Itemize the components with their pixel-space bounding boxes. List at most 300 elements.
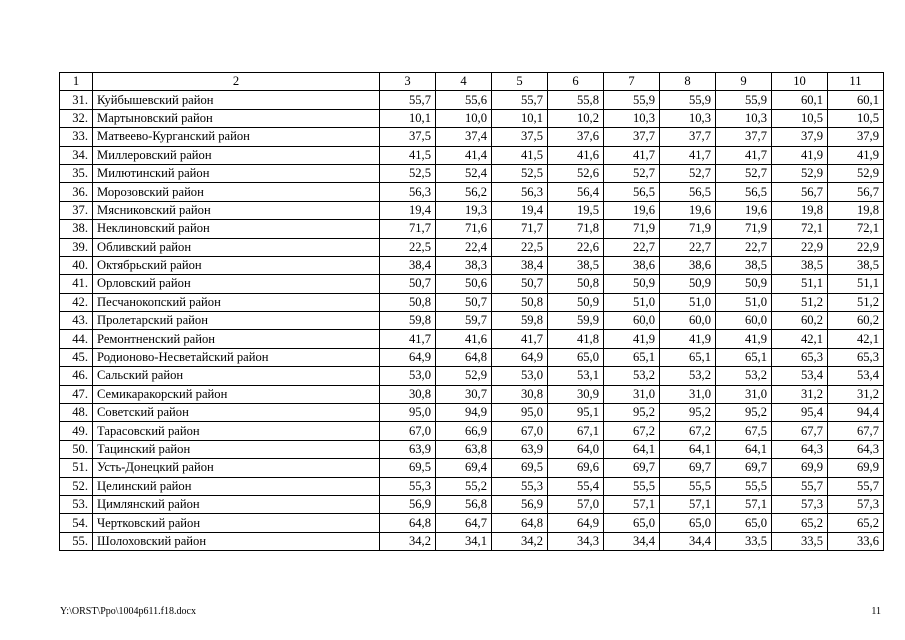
value-cell: 19,6 xyxy=(716,201,772,219)
value-cell: 52,7 xyxy=(660,164,716,182)
value-cell: 53,2 xyxy=(660,367,716,385)
value-cell: 53,2 xyxy=(604,367,660,385)
value-cell: 60,1 xyxy=(828,91,884,109)
value-cell: 22,4 xyxy=(436,238,492,256)
value-cell: 53,1 xyxy=(548,367,604,385)
value-cell: 56,9 xyxy=(380,495,436,513)
value-cell: 52,7 xyxy=(604,164,660,182)
value-cell: 71,9 xyxy=(660,220,716,238)
value-cell: 41,7 xyxy=(660,146,716,164)
value-cell: 41,5 xyxy=(380,146,436,164)
value-cell: 41,6 xyxy=(436,330,492,348)
value-cell: 37,5 xyxy=(492,128,548,146)
value-cell: 51,0 xyxy=(660,293,716,311)
value-cell: 10,2 xyxy=(548,109,604,127)
value-cell: 19,6 xyxy=(604,201,660,219)
value-cell: 64,0 xyxy=(548,440,604,458)
value-cell: 10,3 xyxy=(716,109,772,127)
table-row xyxy=(60,109,884,127)
value-cell: 71,9 xyxy=(604,220,660,238)
row-number: 41. xyxy=(60,275,93,293)
value-cell: 50,7 xyxy=(380,275,436,293)
table-row xyxy=(60,201,884,219)
value-cell: 50,9 xyxy=(716,275,772,293)
value-cell: 38,4 xyxy=(380,256,436,274)
value-cell: 60,0 xyxy=(660,312,716,330)
value-cell: 51,1 xyxy=(772,275,828,293)
value-cell: 53,0 xyxy=(380,367,436,385)
value-cell: 69,5 xyxy=(380,459,436,477)
value-cell: 56,9 xyxy=(492,495,548,513)
value-cell: 41,9 xyxy=(716,330,772,348)
value-cell: 41,7 xyxy=(716,146,772,164)
value-cell: 19,8 xyxy=(828,201,884,219)
value-cell: 65,0 xyxy=(716,514,772,532)
row-number: 40. xyxy=(60,256,93,274)
value-cell: 37,9 xyxy=(772,128,828,146)
row-number: 48. xyxy=(60,404,93,422)
value-cell: 22,6 xyxy=(548,238,604,256)
value-cell: 55,7 xyxy=(828,477,884,495)
value-cell: 50,7 xyxy=(436,293,492,311)
value-cell: 37,9 xyxy=(828,128,884,146)
value-cell: 42,1 xyxy=(772,330,828,348)
value-cell: 64,1 xyxy=(660,440,716,458)
value-cell: 69,9 xyxy=(772,459,828,477)
row-number: 37. xyxy=(60,201,93,219)
value-cell: 60,2 xyxy=(828,312,884,330)
district-name: Целинский район xyxy=(93,477,380,495)
value-cell: 55,5 xyxy=(660,477,716,495)
column-header: 9 xyxy=(716,73,772,91)
value-cell: 55,7 xyxy=(772,477,828,495)
value-cell: 71,7 xyxy=(380,220,436,238)
value-cell: 71,6 xyxy=(436,220,492,238)
value-cell: 53,0 xyxy=(492,367,548,385)
value-cell: 55,9 xyxy=(660,91,716,109)
value-cell: 34,1 xyxy=(436,532,492,550)
value-cell: 57,1 xyxy=(660,495,716,513)
value-cell: 52,4 xyxy=(436,164,492,182)
value-cell: 41,7 xyxy=(380,330,436,348)
value-cell: 52,5 xyxy=(380,164,436,182)
district-name: Тарасовский район xyxy=(93,422,380,440)
value-cell: 34,3 xyxy=(548,532,604,550)
column-header: 10 xyxy=(772,73,828,91)
value-cell: 65,0 xyxy=(660,514,716,532)
value-cell: 55,5 xyxy=(716,477,772,495)
value-cell: 56,2 xyxy=(436,183,492,201)
value-cell: 33,5 xyxy=(716,532,772,550)
value-cell: 19,8 xyxy=(772,201,828,219)
value-cell: 71,7 xyxy=(492,220,548,238)
value-cell: 55,4 xyxy=(548,477,604,495)
value-cell: 34,2 xyxy=(380,532,436,550)
value-cell: 30,8 xyxy=(492,385,548,403)
value-cell: 10,5 xyxy=(828,109,884,127)
row-number: 44. xyxy=(60,330,93,348)
column-header: 1 xyxy=(60,73,93,91)
value-cell: 37,7 xyxy=(716,128,772,146)
value-cell: 41,4 xyxy=(436,146,492,164)
value-cell: 41,7 xyxy=(604,146,660,164)
value-cell: 56,4 xyxy=(548,183,604,201)
district-name: Шолоховский район xyxy=(93,532,380,550)
value-cell: 38,5 xyxy=(716,256,772,274)
value-cell: 10,0 xyxy=(436,109,492,127)
value-cell: 31,0 xyxy=(716,385,772,403)
footer-file-path: Y:\ORST\Ppo\1004p611.f18.docx xyxy=(60,606,196,617)
value-cell: 55,9 xyxy=(604,91,660,109)
value-cell: 31,2 xyxy=(828,385,884,403)
value-cell: 67,0 xyxy=(492,422,548,440)
value-cell: 41,8 xyxy=(548,330,604,348)
table-row xyxy=(60,440,884,458)
value-cell: 19,3 xyxy=(436,201,492,219)
value-cell: 64,8 xyxy=(380,514,436,532)
value-cell: 53,4 xyxy=(828,367,884,385)
value-cell: 59,8 xyxy=(380,312,436,330)
value-cell: 72,1 xyxy=(772,220,828,238)
footer-page-number: 11 xyxy=(871,606,881,617)
value-cell: 65,0 xyxy=(548,348,604,366)
value-cell: 37,7 xyxy=(660,128,716,146)
row-number: 33. xyxy=(60,128,93,146)
column-header: 2 xyxy=(93,73,380,91)
value-cell: 50,8 xyxy=(380,293,436,311)
value-cell: 57,3 xyxy=(772,495,828,513)
value-cell: 67,2 xyxy=(604,422,660,440)
value-cell: 64,3 xyxy=(828,440,884,458)
value-cell: 38,5 xyxy=(548,256,604,274)
row-number: 46. xyxy=(60,367,93,385)
value-cell: 50,7 xyxy=(492,275,548,293)
table-row xyxy=(60,238,884,256)
value-cell: 53,2 xyxy=(716,367,772,385)
value-cell: 50,6 xyxy=(436,275,492,293)
row-number: 35. xyxy=(60,164,93,182)
value-cell: 60,2 xyxy=(772,312,828,330)
value-cell: 63,8 xyxy=(436,440,492,458)
value-cell: 38,5 xyxy=(772,256,828,274)
district-name: Обливский район xyxy=(93,238,380,256)
value-cell: 41,6 xyxy=(548,146,604,164)
value-cell: 19,4 xyxy=(492,201,548,219)
value-cell: 69,7 xyxy=(604,459,660,477)
value-cell: 64,9 xyxy=(492,348,548,366)
row-number: 52. xyxy=(60,477,93,495)
value-cell: 53,4 xyxy=(772,367,828,385)
district-name: Родионово-Несветайский район xyxy=(93,348,380,366)
value-cell: 55,3 xyxy=(492,477,548,495)
value-cell: 64,9 xyxy=(380,348,436,366)
value-cell: 57,1 xyxy=(604,495,660,513)
value-cell: 60,1 xyxy=(772,91,828,109)
value-cell: 22,5 xyxy=(380,238,436,256)
value-cell: 56,5 xyxy=(660,183,716,201)
value-cell: 67,7 xyxy=(828,422,884,440)
value-cell: 51,2 xyxy=(828,293,884,311)
value-cell: 94,9 xyxy=(436,404,492,422)
value-cell: 50,9 xyxy=(604,275,660,293)
value-cell: 95,2 xyxy=(716,404,772,422)
row-number: 31. xyxy=(60,91,93,109)
value-cell: 56,3 xyxy=(492,183,548,201)
column-header: 4 xyxy=(436,73,492,91)
value-cell: 10,1 xyxy=(492,109,548,127)
value-cell: 50,9 xyxy=(660,275,716,293)
district-name: Милютинский район xyxy=(93,164,380,182)
value-cell: 65,2 xyxy=(828,514,884,532)
value-cell: 65,1 xyxy=(604,348,660,366)
table-row xyxy=(60,183,884,201)
row-number: 38. xyxy=(60,220,93,238)
table-row xyxy=(60,532,884,550)
row-number: 53. xyxy=(60,495,93,513)
value-cell: 63,9 xyxy=(380,440,436,458)
value-cell: 59,8 xyxy=(492,312,548,330)
row-number: 36. xyxy=(60,183,93,201)
value-cell: 56,7 xyxy=(772,183,828,201)
value-cell: 72,1 xyxy=(828,220,884,238)
value-cell: 55,6 xyxy=(436,91,492,109)
district-name: Матвеево-Курганский район xyxy=(93,128,380,146)
table-row xyxy=(60,477,884,495)
value-cell: 67,0 xyxy=(380,422,436,440)
value-cell: 10,3 xyxy=(660,109,716,127)
value-cell: 38,3 xyxy=(436,256,492,274)
value-cell: 10,5 xyxy=(772,109,828,127)
value-cell: 55,2 xyxy=(436,477,492,495)
value-cell: 95,2 xyxy=(660,404,716,422)
value-cell: 33,5 xyxy=(772,532,828,550)
row-number: 49. xyxy=(60,422,93,440)
district-name: Морозовский район xyxy=(93,183,380,201)
value-cell: 19,4 xyxy=(380,201,436,219)
value-cell: 31,0 xyxy=(660,385,716,403)
table-row xyxy=(60,164,884,182)
row-number: 39. xyxy=(60,238,93,256)
value-cell: 10,3 xyxy=(604,109,660,127)
column-header: 5 xyxy=(492,73,548,91)
value-cell: 30,9 xyxy=(548,385,604,403)
value-cell: 38,4 xyxy=(492,256,548,274)
table-row xyxy=(60,495,884,513)
column-header: 7 xyxy=(604,73,660,91)
table-row xyxy=(60,330,884,348)
value-cell: 50,9 xyxy=(548,293,604,311)
row-number: 45. xyxy=(60,348,93,366)
table-row xyxy=(60,385,884,403)
value-cell: 34,2 xyxy=(492,532,548,550)
value-cell: 56,5 xyxy=(716,183,772,201)
row-number: 34. xyxy=(60,146,93,164)
value-cell: 19,6 xyxy=(660,201,716,219)
row-number: 54. xyxy=(60,514,93,532)
value-cell: 64,3 xyxy=(772,440,828,458)
value-cell: 64,9 xyxy=(548,514,604,532)
value-cell: 22,7 xyxy=(604,238,660,256)
value-cell: 19,5 xyxy=(548,201,604,219)
value-cell: 37,7 xyxy=(604,128,660,146)
value-cell: 59,7 xyxy=(436,312,492,330)
column-header: 11 xyxy=(828,73,884,91)
value-cell: 95,4 xyxy=(772,404,828,422)
value-cell: 71,8 xyxy=(548,220,604,238)
value-cell: 50,8 xyxy=(492,293,548,311)
value-cell: 38,6 xyxy=(660,256,716,274)
table-row xyxy=(60,404,884,422)
value-cell: 41,9 xyxy=(828,146,884,164)
value-cell: 31,0 xyxy=(604,385,660,403)
table-row xyxy=(60,275,884,293)
table-row xyxy=(60,91,884,109)
value-cell: 69,4 xyxy=(436,459,492,477)
district-name: Орловский район xyxy=(93,275,380,293)
value-cell: 55,8 xyxy=(548,91,604,109)
value-cell: 42,1 xyxy=(828,330,884,348)
row-number: 51. xyxy=(60,459,93,477)
value-cell: 65,2 xyxy=(772,514,828,532)
value-cell: 69,7 xyxy=(660,459,716,477)
value-cell: 65,0 xyxy=(604,514,660,532)
value-cell: 41,9 xyxy=(772,146,828,164)
district-name: Мясниковский район xyxy=(93,201,380,219)
table-row xyxy=(60,220,884,238)
district-name: Семикаракорский район xyxy=(93,385,380,403)
data-table xyxy=(59,72,884,551)
value-cell: 52,9 xyxy=(772,164,828,182)
value-cell: 22,7 xyxy=(716,238,772,256)
value-cell: 95,0 xyxy=(492,404,548,422)
value-cell: 22,7 xyxy=(660,238,716,256)
value-cell: 95,2 xyxy=(604,404,660,422)
value-cell: 66,9 xyxy=(436,422,492,440)
value-cell: 95,1 xyxy=(548,404,604,422)
district-name: Мартыновский район xyxy=(93,109,380,127)
value-cell: 65,1 xyxy=(660,348,716,366)
table-row xyxy=(60,312,884,330)
value-cell: 63,9 xyxy=(492,440,548,458)
district-name: Ремонтненский район xyxy=(93,330,380,348)
value-cell: 22,5 xyxy=(492,238,548,256)
value-cell: 65,1 xyxy=(716,348,772,366)
value-cell: 41,7 xyxy=(492,330,548,348)
value-cell: 34,4 xyxy=(660,532,716,550)
table-row xyxy=(60,128,884,146)
row-number: 50. xyxy=(60,440,93,458)
column-header: 3 xyxy=(380,73,436,91)
value-cell: 31,2 xyxy=(772,385,828,403)
row-number: 32. xyxy=(60,109,93,127)
value-cell: 55,9 xyxy=(716,91,772,109)
value-cell: 30,8 xyxy=(380,385,436,403)
district-name: Неклиновский район xyxy=(93,220,380,238)
value-cell: 65,3 xyxy=(772,348,828,366)
value-cell: 52,9 xyxy=(828,164,884,182)
value-cell: 59,9 xyxy=(548,312,604,330)
value-cell: 60,0 xyxy=(716,312,772,330)
value-cell: 64,7 xyxy=(436,514,492,532)
value-cell: 33,6 xyxy=(828,532,884,550)
value-cell: 38,6 xyxy=(604,256,660,274)
value-cell: 56,7 xyxy=(828,183,884,201)
district-name: Песчанокопский район xyxy=(93,293,380,311)
value-cell: 64,8 xyxy=(436,348,492,366)
district-name: Сальский район xyxy=(93,367,380,385)
value-cell: 37,6 xyxy=(548,128,604,146)
value-cell: 56,3 xyxy=(380,183,436,201)
table-row xyxy=(60,146,884,164)
value-cell: 37,5 xyxy=(380,128,436,146)
value-cell: 57,0 xyxy=(548,495,604,513)
value-cell: 67,5 xyxy=(716,422,772,440)
table-row xyxy=(60,367,884,385)
value-cell: 56,8 xyxy=(436,495,492,513)
table-header-row xyxy=(60,73,884,91)
value-cell: 51,0 xyxy=(604,293,660,311)
value-cell: 30,7 xyxy=(436,385,492,403)
district-name: Октябрьский район xyxy=(93,256,380,274)
value-cell: 69,5 xyxy=(492,459,548,477)
value-cell: 41,9 xyxy=(660,330,716,348)
value-cell: 55,7 xyxy=(492,91,548,109)
value-cell: 37,4 xyxy=(436,128,492,146)
value-cell: 60,0 xyxy=(604,312,660,330)
value-cell: 52,7 xyxy=(716,164,772,182)
value-cell: 50,8 xyxy=(548,275,604,293)
table-row xyxy=(60,514,884,532)
value-cell: 65,3 xyxy=(828,348,884,366)
value-cell: 51,1 xyxy=(828,275,884,293)
value-cell: 52,6 xyxy=(548,164,604,182)
value-cell: 57,3 xyxy=(828,495,884,513)
table-row xyxy=(60,348,884,366)
value-cell: 94,4 xyxy=(828,404,884,422)
value-cell: 67,2 xyxy=(660,422,716,440)
value-cell: 55,3 xyxy=(380,477,436,495)
district-name: Чертковский район xyxy=(93,514,380,532)
district-name: Пролетарский район xyxy=(93,312,380,330)
value-cell: 34,4 xyxy=(604,532,660,550)
value-cell: 52,5 xyxy=(492,164,548,182)
value-cell: 64,1 xyxy=(604,440,660,458)
value-cell: 69,9 xyxy=(828,459,884,477)
row-number: 55. xyxy=(60,532,93,550)
value-cell: 55,5 xyxy=(604,477,660,495)
column-header: 6 xyxy=(548,73,604,91)
value-cell: 51,2 xyxy=(772,293,828,311)
district-name: Усть-Донецкий район xyxy=(93,459,380,477)
value-cell: 67,1 xyxy=(548,422,604,440)
value-cell: 64,8 xyxy=(492,514,548,532)
value-cell: 69,6 xyxy=(548,459,604,477)
district-name: Цимлянский район xyxy=(93,495,380,513)
value-cell: 52,9 xyxy=(436,367,492,385)
district-name: Куйбышевский район xyxy=(93,91,380,109)
value-cell: 10,1 xyxy=(380,109,436,127)
row-number: 42. xyxy=(60,293,93,311)
value-cell: 41,5 xyxy=(492,146,548,164)
district-name: Советский район xyxy=(93,404,380,422)
value-cell: 22,9 xyxy=(828,238,884,256)
value-cell: 38,5 xyxy=(828,256,884,274)
value-cell: 67,7 xyxy=(772,422,828,440)
table-row xyxy=(60,293,884,311)
row-number: 47. xyxy=(60,385,93,403)
value-cell: 57,1 xyxy=(716,495,772,513)
value-cell: 95,0 xyxy=(380,404,436,422)
